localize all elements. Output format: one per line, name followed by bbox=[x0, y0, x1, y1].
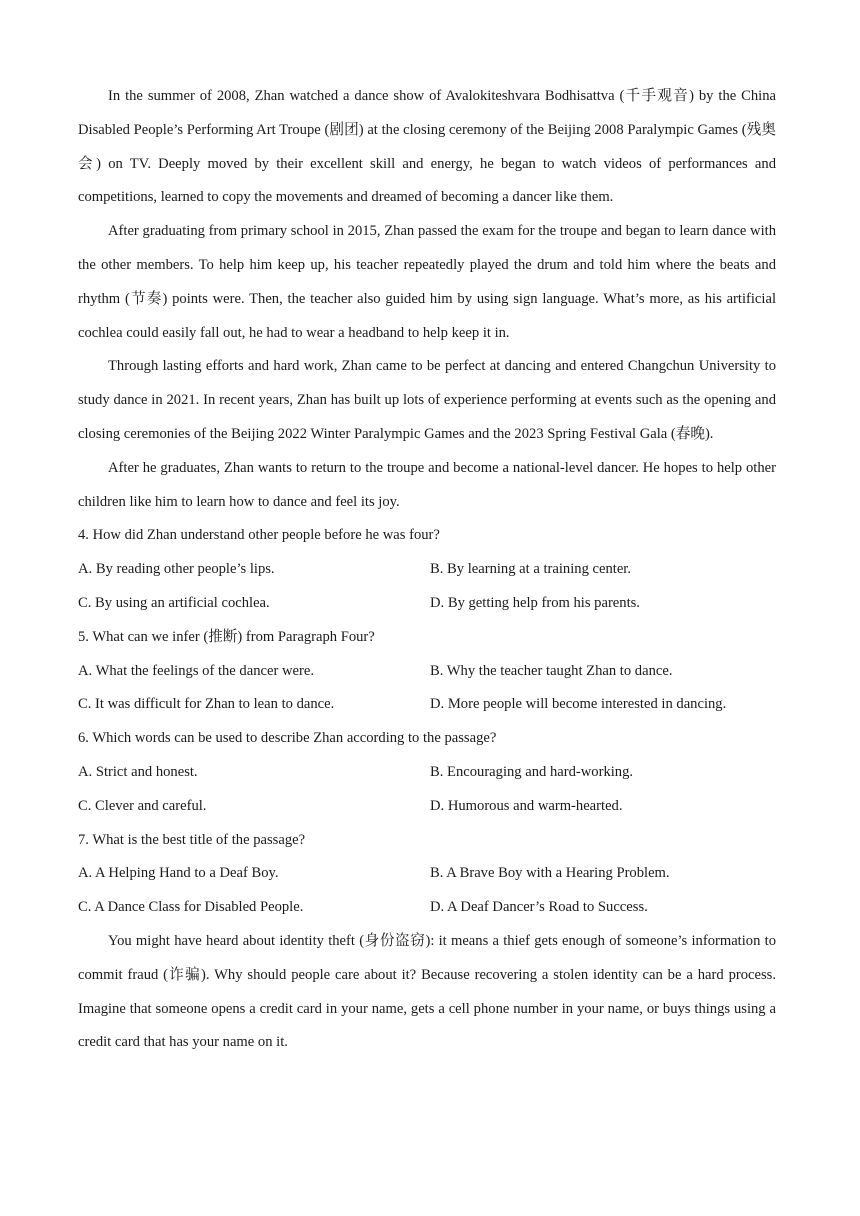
question-6 bbox=[78, 722, 776, 823]
option-a: A. A Helping Hand to a Deaf Boy. bbox=[78, 865, 279, 882]
paragraph: After he graduates, Zhan wants to return to the troupe and become a national-level dancer. He hopes to help other children like him to learn how to dance and feel its joy. bbox=[78, 459, 776, 510]
document-page bbox=[78, 80, 776, 1060]
question-4 bbox=[78, 519, 776, 620]
option-b: B. By learning at a training center. bbox=[430, 561, 632, 578]
answer-options bbox=[78, 756, 776, 824]
answer-options bbox=[78, 655, 776, 723]
option-c: C. Clever and careful. bbox=[78, 797, 207, 814]
option-a: A. What the feelings of the dancer were. bbox=[78, 662, 314, 679]
question-7 bbox=[78, 824, 776, 925]
option-b: B. A Brave Boy with a Hearing Problem. bbox=[430, 865, 670, 882]
option-c: C. A Dance Class for Disabled People. bbox=[78, 899, 304, 916]
option-b: B. Why the teacher taught Zhan to dance. bbox=[430, 662, 673, 679]
question-stem: 6. Which words can be used to describe Zhan according to the passage? bbox=[78, 730, 497, 747]
option-c: C. It was difficult for Zhan to lean to dance. bbox=[78, 696, 335, 713]
question-stem: 4. How did Zhan understand other people before he was four? bbox=[78, 527, 440, 544]
option-a: A. By reading other people’s lips. bbox=[78, 561, 275, 578]
option-d: D. A Deaf Dancer’s Road to Success. bbox=[430, 899, 648, 916]
passage-dancer bbox=[78, 80, 776, 519]
answer-options bbox=[78, 857, 776, 925]
paragraph: Through lasting efforts and hard work, Zhan came to be perfect at dancing and entered Changchun University to study dance in 2021. In recent years, Zhan has built up lots of experience performing at events such as the opening and closing ceremonies of the Beijing 2022 Winter Paralympic Games and the 2023 Spring Festival Gala (春晚). bbox=[78, 358, 776, 442]
paragraph: In the summer of 2008, Zhan watched a dance show of Avalokiteshvara Bodhisattva (千手观音) by the China Disabled People’s Performing Art Troupe (剧团) at the closing ceremony of the Beijing 2008 Paralympic Games (残奥会) on TV. Deeply moved by their excellent skill and energy, he began to watch videos of performances and competitions, learned to copy the movements and dreamed of becoming a dancer like them. bbox=[78, 88, 776, 206]
paragraph: After graduating from primary school in 2015, Zhan passed the exam for the troupe and began to learn dance with the other members. To help him keep up, his teacher repeatedly played the drum and told him where the beats and rhythm (节奏) points were. Then, the teacher also guided him by using sign language. What’s more, as his artificial cochlea could easily fall out, he had to wear a headband to help keep it in. bbox=[78, 223, 776, 341]
option-c: C. By using an artificial cochlea. bbox=[78, 594, 270, 611]
option-d: D. Humorous and warm-hearted. bbox=[430, 797, 623, 814]
question-stem: 7. What is the best title of the passage? bbox=[78, 831, 306, 848]
option-d: D. By getting help from his parents. bbox=[430, 594, 640, 611]
paragraph: You might have heard about identity theft (身份盗窃): it means a thief gets enough of someone’s information to commit fraud (诈骗). Why should people care about it? Because recovering a stolen identity can be a hard process. Imagine that someone opens a credit card in your name, gets a cell phone number in your name, or buys things using a credit card that has your name on it. bbox=[78, 932, 776, 1051]
question-stem: 5. What can we infer (推断) from Paragraph Four? bbox=[78, 628, 375, 645]
answer-options bbox=[78, 553, 776, 621]
question-5 bbox=[78, 621, 776, 722]
option-d: D. More people will become interested in dancing. bbox=[430, 696, 727, 713]
option-a: A. Strict and honest. bbox=[78, 763, 198, 780]
passage-identity-theft bbox=[78, 925, 776, 1060]
option-b: B. Encouraging and hard-working. bbox=[430, 763, 634, 780]
